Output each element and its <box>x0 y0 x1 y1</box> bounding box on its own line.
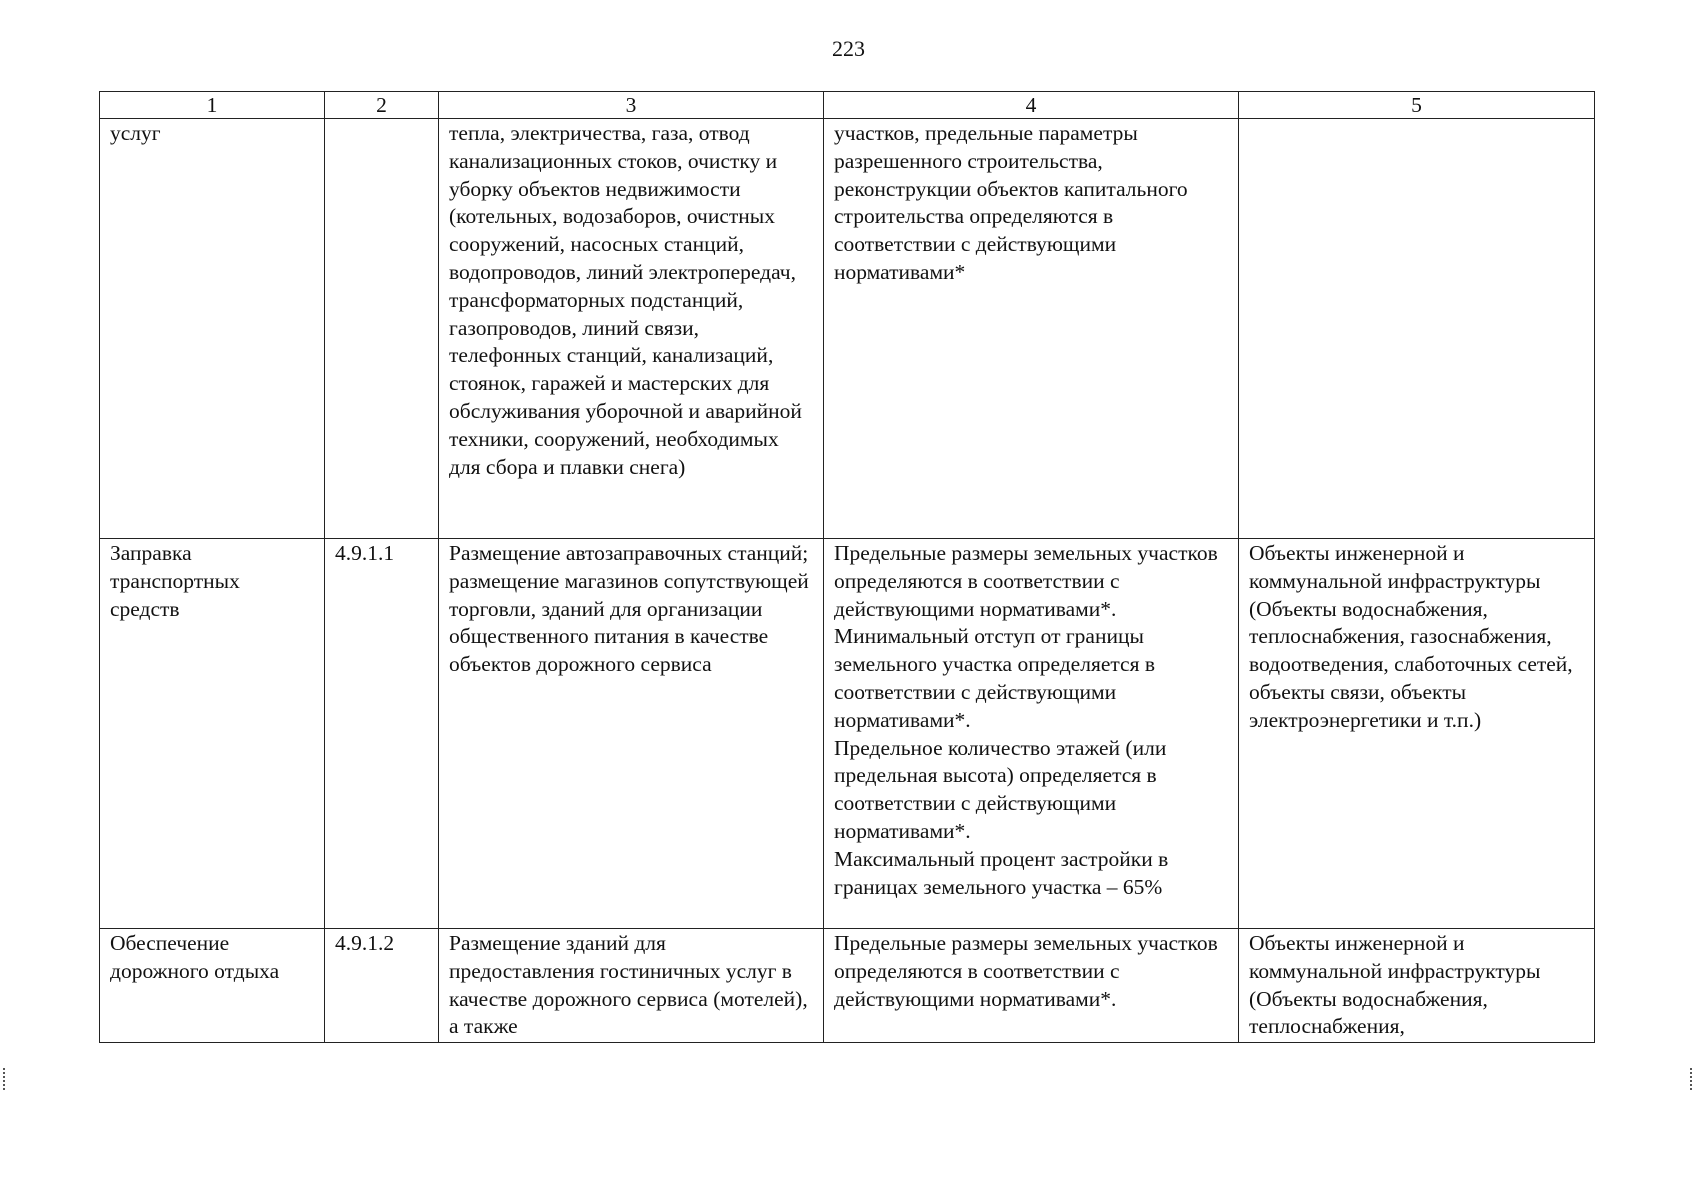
auxiliary-use-cell: Объекты инженерной и коммунальной инфраструктуры (Объекты водоснабжения, теплоснабжения, <box>1239 929 1595 1043</box>
column-header-3: 3 <box>439 92 824 119</box>
use-code-cell: 4.9.1.2 <box>325 929 439 1043</box>
column-header-2: 2 <box>325 92 439 119</box>
parameters-cell: Предельные размеры земельных участков определяются в соответствии с действующими нормативами*. <box>824 929 1239 1043</box>
zoning-table <box>99 91 1595 1043</box>
column-header-1: 1 <box>100 92 325 119</box>
table-header-row <box>100 92 1595 119</box>
column-header-4: 4 <box>824 92 1239 119</box>
use-name-cell: услуг <box>100 119 325 539</box>
table-row <box>100 929 1595 1043</box>
scan-edge-mark-left <box>3 1068 7 1090</box>
use-description-cell: Размещение зданий для предоставления гостиничных услуг в качестве дорожного сервиса (мотелей), а также <box>439 929 824 1043</box>
use-name-cell: Заправка транспортных средств <box>100 539 325 929</box>
use-code-cell <box>325 119 439 539</box>
column-header-5: 5 <box>1239 92 1595 119</box>
table-row <box>100 539 1595 929</box>
parameters-cell: Предельные размеры земельных участков определяются в соответствии с действующими нормативами*. Минимальный отступ от границы земельного участка определяется в соответствии с действующими нормативами*. Предельное количество этажей (или предельная высота) определяется в соответствии с действующими нормативами*. Максимальный процент застройки в границах земельного участка – 65% <box>824 539 1239 929</box>
use-description-cell: Размещение автозаправочных станций; размещение магазинов сопутствующей торговли, зданий для организации общественного питания в качестве объектов дорожного сервиса <box>439 539 824 929</box>
use-name-cell: Обеспечение дорожного отдыха <box>100 929 325 1043</box>
page-number: 223 <box>832 36 865 61</box>
use-description-cell: тепла, электричества, газа, отвод канализационных стоков, очистку и уборку объектов недвижимости (котельных, водозаборов, очистных сооружений, насосных станций, водопроводов, линий электропередач, трансформаторных подстанций, газопроводов, линий связи, телефонных станций, канализаций, стоянок, гаражей и мастерских для обслуживания уборочной и аварийной техники, сооружений, необходимых для сбора и плавки снега) <box>439 119 824 539</box>
parameters-cell: участков, предельные параметры разрешенного строительства, реконструкции объектов капитального строительства определяются в соответствии с действующими нормативами* <box>824 119 1239 539</box>
use-code-cell: 4.9.1.1 <box>325 539 439 929</box>
auxiliary-use-cell: Объекты инженерной и коммунальной инфраструктуры (Объекты водоснабжения, теплоснабжения, газоснабжения, водоотведения, слаботочных сетей, объекты связи, объекты электроэнергетики и т.п.) <box>1239 539 1595 929</box>
auxiliary-use-cell <box>1239 119 1595 539</box>
scan-edge-mark-right <box>1690 1068 1694 1090</box>
table-row <box>100 119 1595 539</box>
